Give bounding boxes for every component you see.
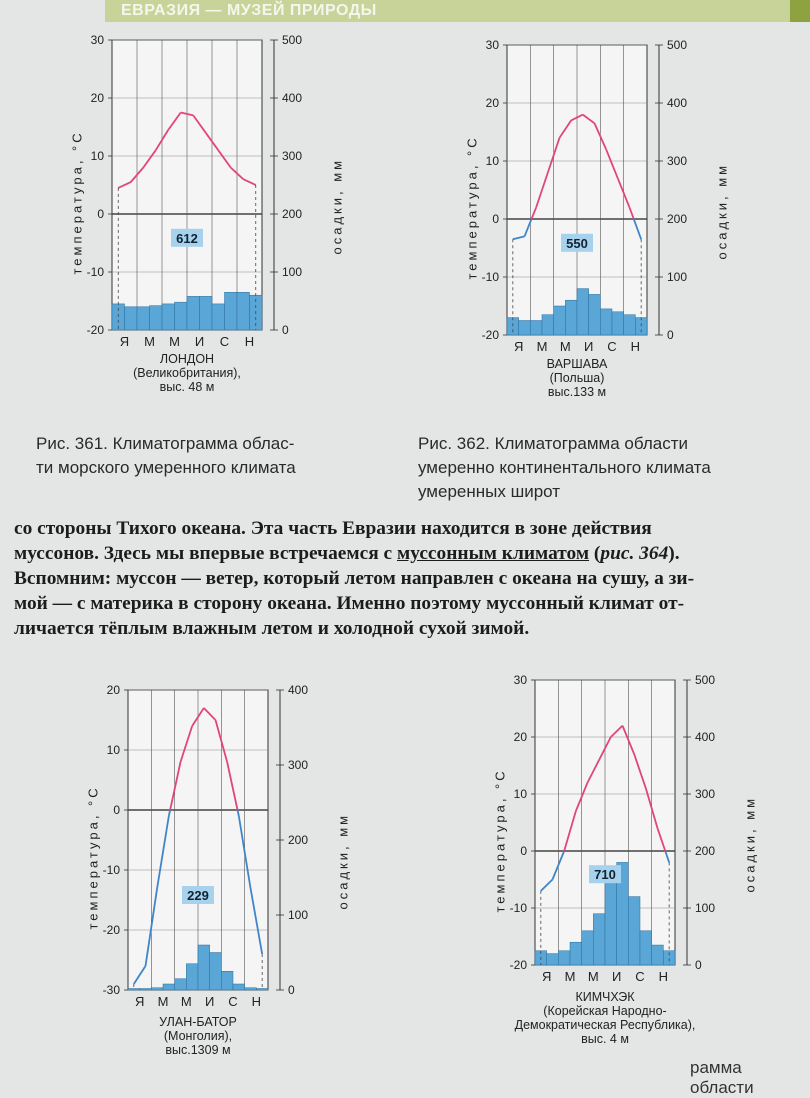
precip-bar — [577, 289, 589, 335]
temperature-axis-title: температура, °С — [492, 767, 508, 912]
precip-bar — [128, 989, 140, 991]
temp-tick-label: 10 — [513, 787, 527, 801]
precip-tick-label: 300 — [282, 149, 303, 163]
precip-bar — [570, 942, 582, 965]
month-label: С — [219, 334, 230, 349]
station-altitude: выс. 48 м — [159, 380, 215, 394]
precip-bar — [652, 945, 664, 965]
total-precip-value: 229 — [187, 888, 209, 903]
climatogram-svg — [480, 670, 720, 985]
precip-tick-label: 100 — [288, 908, 309, 922]
temp-tick-label: -10 — [509, 901, 527, 915]
temp-tick-label: 0 — [492, 212, 499, 226]
temp-tick-label: 10 — [106, 743, 120, 757]
precipitation-axis-title: осадки, мм — [329, 157, 345, 255]
temp-line-segment — [238, 810, 239, 816]
precip-bar — [233, 984, 245, 990]
station-country: (Польша) — [549, 371, 605, 385]
month-label: И — [611, 969, 622, 984]
precip-bar — [558, 951, 570, 965]
precip-bar — [212, 304, 225, 330]
next-caption-fragment: рамма области — [690, 1058, 754, 1097]
precip-tick-label: 300 — [288, 758, 309, 772]
precip-bar — [519, 321, 531, 336]
temp-tick-label: -20 — [86, 323, 104, 337]
body-paragraph: со стороны Тихого океана. Эта часть Евразии находится в зоне действия муссонов. Здесь мы впервые встречаемся с муссонным климатом (рис. 364). Вспомним: муссон — ветер, который летом направлен с океана на сушу, а зи- мой — с материка в сторону океана. Именно поэтому муссонный климат от- личается тёплым влажным летом и холодной сухой зимой. — [14, 518, 695, 639]
precip-bar — [237, 292, 250, 330]
climatogram-warsaw — [455, 35, 730, 399]
month-label: Я — [119, 334, 130, 349]
precip-bar — [151, 988, 163, 990]
temp-tick-label: 30 — [513, 673, 527, 687]
plot-area — [103, 683, 309, 1009]
precip-tick-label: 100 — [667, 270, 688, 284]
month-label: Я — [513, 339, 524, 354]
header-title: ЕВРАЗИЯ — МУЗЕЙ ПРИРОДЫ — [121, 2, 377, 19]
temp-tick-label: 30 — [485, 38, 499, 52]
station-country: (Корейская Народно- — [543, 1004, 667, 1018]
total-precip-value: 550 — [566, 235, 588, 251]
month-label: М — [559, 339, 571, 354]
precip-bar — [200, 296, 213, 330]
temp-tick-label: -30 — [102, 983, 120, 997]
climatogram-svg — [70, 680, 313, 1010]
precip-bar — [225, 292, 238, 330]
precip-tick-label: 400 — [695, 730, 716, 744]
precip-bar — [589, 294, 601, 335]
temp-tick-label: 20 — [485, 96, 499, 110]
temp-tick-label: -10 — [481, 270, 499, 284]
temp-tick-label: 0 — [113, 803, 120, 817]
month-label: С — [228, 994, 238, 1009]
temp-tick-label: -10 — [102, 863, 120, 877]
precip-tick-label: 500 — [667, 38, 688, 52]
month-label: Н — [251, 994, 262, 1009]
station-label — [98, 1015, 298, 1057]
plot-area — [510, 673, 716, 984]
figure-reference: рис. 364 — [600, 543, 669, 564]
temp-tick-label: -20 — [102, 923, 120, 937]
station-country: (Монголия), — [163, 1029, 233, 1043]
temp-tick-label: 10 — [485, 154, 499, 168]
month-label: Н — [244, 334, 255, 349]
climatogram-svg — [60, 30, 307, 350]
figure-361-caption: Рис. 361. Климатограмма облас- ти морского умеренного климата — [36, 434, 296, 477]
precipitation-axis-title: осадки, мм — [714, 162, 730, 260]
precipitation-axis-title: осадки, мм — [335, 812, 351, 910]
precip-bar — [582, 931, 594, 965]
month-label: Н — [658, 969, 669, 984]
temp-tick-label: 20 — [513, 730, 527, 744]
month-label: М — [564, 969, 576, 984]
precip-tick-label: 100 — [282, 265, 303, 279]
precip-tick-label: 400 — [288, 683, 309, 697]
month-label: М — [144, 334, 155, 349]
precip-bar — [547, 954, 559, 965]
climatogram-london — [60, 30, 345, 394]
month-label: И — [204, 994, 215, 1009]
precip-bar — [186, 964, 198, 990]
precip-tick-label: 500 — [282, 33, 303, 47]
precip-tick-label: 300 — [695, 787, 716, 801]
temp-tick-label: 20 — [90, 91, 104, 105]
precip-tick-label: 0 — [282, 323, 289, 337]
precip-bar — [140, 989, 152, 991]
temperature-axis-title: температура, °С — [85, 785, 101, 930]
precipitation-axis-title: осадки, мм — [742, 795, 758, 892]
precip-tick-label: 200 — [288, 833, 309, 847]
temp-tick-label: -20 — [481, 328, 499, 342]
station-altitude: выс. 4 м — [581, 1032, 629, 1046]
month-label: М — [587, 969, 599, 984]
station-label — [82, 352, 292, 394]
precip-bar — [162, 304, 175, 330]
precip-bar — [221, 971, 233, 990]
temperature-axis-title: температура, °С — [69, 130, 85, 275]
total-precip-value: 612 — [176, 230, 198, 246]
month-label: С — [607, 339, 617, 354]
total-precip-value: 710 — [594, 867, 616, 883]
station-label — [505, 990, 705, 1046]
station-city: УЛАН-БАТОР — [159, 1015, 237, 1029]
month-label: Я — [134, 994, 145, 1009]
month-label: С — [635, 969, 645, 984]
precip-tick-label: 200 — [667, 212, 688, 226]
precip-bar — [245, 988, 257, 990]
precip-tick-label: 0 — [288, 983, 295, 997]
month-label: Я — [541, 969, 552, 984]
precip-bar — [187, 296, 200, 330]
page-header — [105, 0, 805, 22]
precip-bar — [624, 315, 636, 335]
month-label: И — [583, 339, 594, 354]
climatogram-svg — [455, 35, 692, 355]
precip-bar — [640, 931, 652, 965]
plot-area — [482, 38, 688, 354]
precip-bar — [600, 309, 612, 335]
precip-tick-label: 300 — [667, 154, 688, 168]
precip-tick-label: 400 — [282, 91, 303, 105]
plot-area — [87, 33, 303, 349]
temp-tick-label: 20 — [106, 683, 120, 697]
temp-tick-label: -10 — [86, 265, 104, 279]
month-label: М — [536, 339, 548, 354]
precip-bar — [163, 984, 175, 990]
month-label: М — [157, 994, 169, 1009]
month-label: И — [194, 334, 205, 349]
precip-tick-label: 200 — [695, 844, 716, 858]
climatogram-ulanbator — [70, 680, 351, 1057]
station-city: ЛОНДОН — [159, 352, 215, 366]
station-label — [477, 357, 677, 399]
precip-bar — [542, 315, 554, 335]
figure-362-caption: Рис. 362. Климатограмма области умеренно континентального климата умеренных широт — [418, 434, 711, 501]
station-altitude: выс.1309 м — [165, 1043, 231, 1057]
temp-line-segment — [169, 810, 170, 816]
station-country: (Великобритания), — [133, 366, 241, 380]
station-city: КИМЧХЭК — [575, 990, 635, 1004]
temp-tick-label: 0 — [520, 844, 527, 858]
temp-tick-label: 30 — [90, 33, 104, 47]
precip-bar — [530, 321, 542, 336]
month-label: Н — [630, 339, 641, 354]
temperature-axis-title: температура, °С — [464, 135, 480, 280]
month-label: М — [180, 994, 192, 1009]
precip-bar — [198, 945, 210, 990]
precip-bar — [256, 989, 268, 991]
precip-bar — [150, 306, 163, 330]
precip-bar — [210, 953, 222, 991]
station-country-2: Демократическая Республика), — [514, 1018, 696, 1032]
precip-tick-label: 0 — [667, 328, 674, 342]
precip-tick-label: 400 — [667, 96, 688, 110]
precip-tick-label: 500 — [695, 673, 716, 687]
precip-bar — [593, 914, 605, 965]
precip-bar — [565, 300, 577, 335]
climatogram-kimchaek — [480, 670, 758, 1046]
precip-bar — [554, 306, 566, 335]
temp-tick-label: 0 — [97, 207, 104, 221]
temp-tick-label: -20 — [509, 958, 527, 972]
station-altitude: выс.133 м — [547, 385, 607, 399]
station-city: ВАРШАВА — [546, 357, 608, 371]
temp-tick-label: 10 — [90, 149, 104, 163]
precip-tick-label: 200 — [282, 207, 303, 221]
precip-bar — [125, 307, 138, 330]
precip-bar — [137, 307, 150, 330]
precip-bar — [628, 897, 640, 965]
precip-tick-label: 100 — [695, 901, 716, 915]
month-label: М — [169, 334, 180, 349]
precip-bar — [612, 312, 624, 335]
monsoon-climate-term: муссонным климатом — [397, 543, 590, 564]
precip-tick-label: 0 — [695, 958, 702, 972]
precip-bar — [175, 979, 187, 990]
precip-bar — [175, 302, 188, 330]
header-accent — [790, 0, 810, 22]
